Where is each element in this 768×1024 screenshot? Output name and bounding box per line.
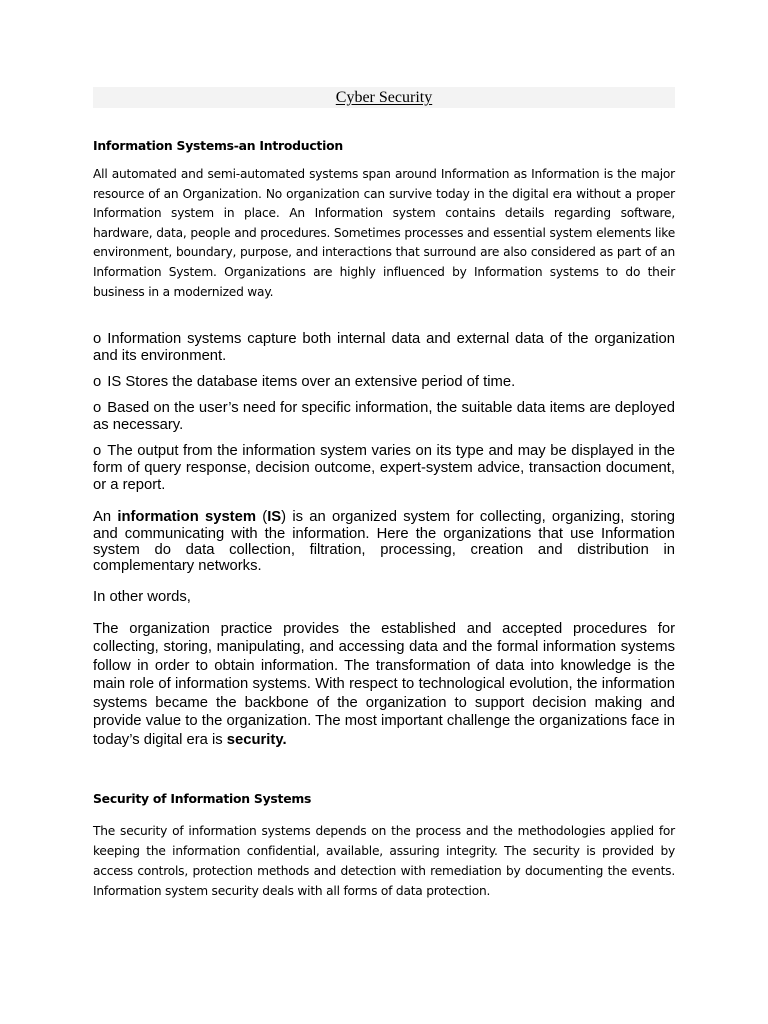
bullet-text: Based on the user’s need for specific information, the suitable data items are deployed as necessary. [93, 400, 675, 434]
definition-paragraph [93, 509, 675, 575]
definition-open-paren: ( [256, 509, 268, 526]
bullet-list [93, 331, 675, 494]
intro-paragraph: All automated and semi-automated systems span around Information as Information is the major resource of an Organization. No organization can survive today in the digital era without a proper Information system in place. An Information system contains details regarding software, hardware, data, people and procedures. Sometimes processes and essential system elements like environment, boundary, purpose, and interactions that surround are also considered as part of an Information System. Organizations are highly influenced by Information systems to do their business in a modernized way. [93, 167, 675, 299]
bullet-item [93, 443, 675, 494]
bullet-item [93, 400, 675, 434]
definition-rest: ) is an organized system for collecting, organizing, storing and communicating with the information. Here the organizations that use Information system do data collection, filtration, processing, creation and distribution in complementary networks. [93, 509, 675, 575]
definition-prefix: An [93, 509, 118, 526]
section-heading-security: Security of Information Systems [93, 791, 312, 807]
document-page [93, 87, 675, 901]
practice-paragraph [93, 620, 675, 750]
bullet-text: The output from the information system varies on its type and may be displayed in the form of query response, decision outcome, expert-system advice, transaction document, or a report. [93, 443, 675, 494]
definition-term: information system [117, 509, 256, 526]
definition-abbr: IS [267, 509, 282, 526]
bullet-item [93, 331, 675, 365]
bullet-marker: o [93, 374, 102, 391]
title-bar [93, 87, 675, 108]
bullet-marker: o [93, 443, 102, 460]
bullet-text: Information systems capture both internal data and external data of the organization and its environment. [93, 331, 675, 365]
bullet-item [93, 374, 675, 391]
security-paragraph: The security of information systems depends on the process and the methodologies applied for keeping the information confidential, available, assuring integrity. The security is provided by access controls, protection methods and detection with remediation by documenting the events. Information system security deals with all forms of data protection. [93, 824, 675, 899]
practice-text: The organization practice provides the established and accepted procedures for collecting, storing, manipulating, and accessing data and the formal information systems follow in order to obtain information. The transformation of data into knowledge is the main role of information systems. With respect to technological evolution, the information systems became the backbone of the organization to support decision making and provide value to the organization. The most important challenge the organizations face in today’s digital era is [93, 620, 675, 748]
section-heading-introduction: Information Systems-an Introduction [93, 138, 343, 153]
bullet-marker: o [93, 400, 102, 417]
in-other-words: In other words, [93, 588, 191, 605]
practice-emphasis: security. [226, 731, 287, 748]
bullet-text: IS Stores the database items over an extensive period of time. [107, 374, 516, 391]
bullet-marker: o [93, 331, 102, 348]
document-title: Cyber Security [335, 89, 433, 106]
